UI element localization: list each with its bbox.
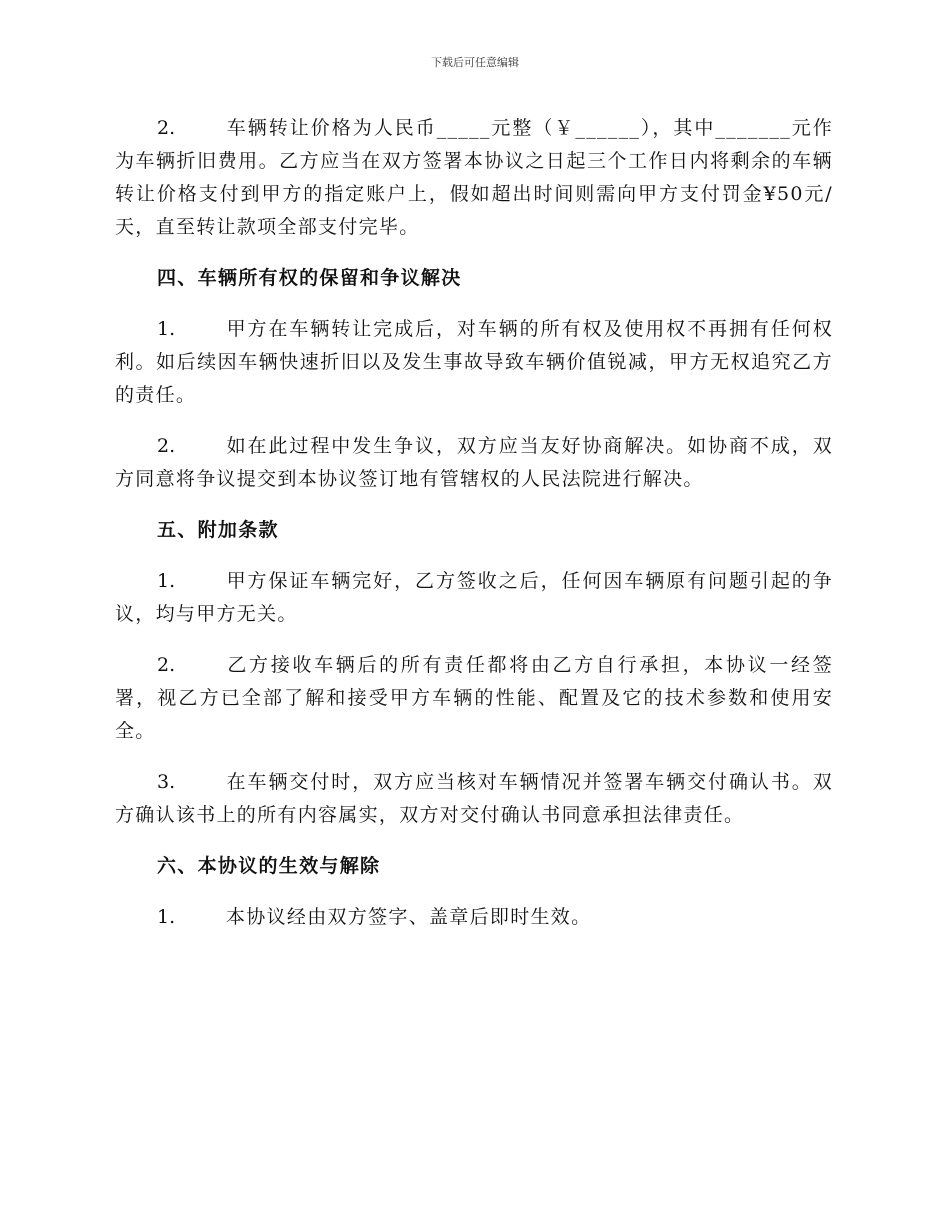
clause-number: 1.: [157, 570, 176, 592]
clause-number: 2.: [157, 654, 176, 676]
clause-ownership-1: [115, 313, 833, 412]
clause-text: 车辆转让价格为人民币_____元整（￥______），其中_______元作为车辆折旧费用。乙方应当在双方签署本协议之日起三个工作日内将剩余的车辆转让价格支付到甲方的指定账户上，假如超出时间则需向甲方支付罚金¥50元/天，直至转让款项全部支付完毕。: [115, 117, 833, 238]
clause-number: 3.: [157, 771, 176, 793]
clause-text: 乙方接收车辆后的所有责任都将由乙方自行承担，本协议一经签署，视乙方已全部了解和接受甲方车辆的性能、配置及它的技术参数和使用安全。: [115, 654, 833, 742]
clause-effect-1: [115, 901, 833, 934]
clause-additional-1: [115, 565, 833, 631]
clause-additional-2: [115, 649, 833, 748]
clause-number: 2.: [157, 117, 176, 139]
document-body: [115, 112, 833, 952]
section-heading-additional: 五、附加条款: [157, 519, 279, 541]
clause-number: 1.: [157, 318, 176, 340]
page-header: 下载后可任意编辑: [431, 56, 519, 69]
clause-price: [115, 112, 833, 244]
clause-text: 本协议经由双方签字、盖章后即时生效。: [226, 906, 592, 928]
clause-text: 甲方保证车辆完好，乙方签收之后，任何因车辆原有问题引起的争议，均与甲方无关。: [115, 570, 833, 625]
clause-text: 甲方在车辆转让完成后，对车辆的所有权及使用权不再拥有任何权利。如后续因车辆快速折旧以及发生事故导致车辆价值锐减，甲方无权追究乙方的责任。: [115, 318, 833, 406]
clause-text: 在车辆交付时，双方应当核对车辆情况并签署车辆交付确认书。双方确认该书上的所有内容属实，双方对交付确认书同意承担法律责任。: [115, 771, 833, 826]
clause-ownership-2: [115, 430, 833, 496]
section-heading-effect: 六、本协议的生效与解除: [157, 855, 381, 877]
section-heading-ownership: 四、车辆所有权的保留和争议解决: [157, 267, 462, 289]
clause-text: 如在此过程中发生争议，双方应当友好协商解决。如协商不成，双方同意将争议提交到本协议签订地有管辖权的人民法院进行解决。: [115, 435, 833, 490]
clause-number: 1.: [157, 906, 176, 928]
clause-number: 2.: [157, 435, 176, 457]
clause-additional-3: [115, 766, 833, 832]
